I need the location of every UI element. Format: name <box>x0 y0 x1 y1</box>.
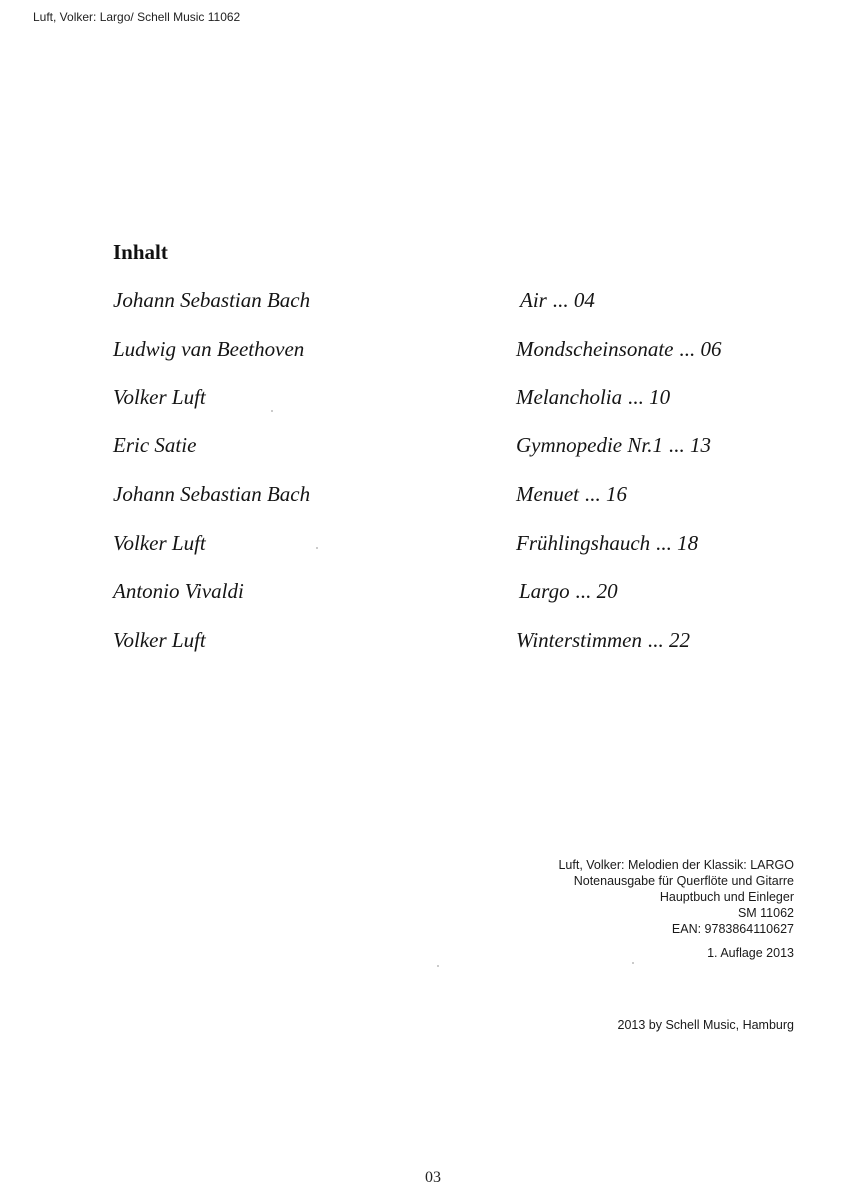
imprint-block <box>558 857 794 961</box>
scan-speck <box>632 962 634 964</box>
toc-composer: Johann Sebastian Bach <box>113 482 311 506</box>
toc-piece <box>516 385 670 410</box>
page-number: 03 <box>425 1169 441 1186</box>
toc-page-number: ... 18 <box>656 531 699 555</box>
toc-page-number: ... 04 <box>552 288 595 312</box>
toc-piece-title: Frühlingshauch <box>516 531 651 555</box>
imprint-contents: Hauptbuch und Einleger <box>659 890 794 904</box>
toc-piece-title: Winterstimmen <box>516 628 642 652</box>
toc-composer: Volker Luft <box>113 385 206 409</box>
imprint-catalog-number: SM 11062 <box>737 906 794 920</box>
toc-composer: Johann Sebastian Bach <box>113 288 311 312</box>
toc-piece <box>516 531 698 556</box>
toc-piece <box>519 579 618 604</box>
toc-entry <box>0 531 866 561</box>
toc-piece-title: Melancholia <box>516 385 623 409</box>
toc-page-number: ... 16 <box>584 482 627 506</box>
toc-entry <box>0 337 866 367</box>
toc-page-number: ... 06 <box>679 337 722 361</box>
imprint-edition: 1. Auflage 2013 <box>707 946 794 960</box>
page-header: Luft, Volker: Largo/ Schell Music 11062 <box>33 10 241 24</box>
toc-piece <box>516 337 721 362</box>
imprint-edition-type: Notenausgabe für Querflöte und Gitarre <box>573 874 794 888</box>
toc-piece-title: Menuet <box>516 482 579 506</box>
toc-page-number: ... 20 <box>575 579 618 603</box>
toc-composer: Antonio Vivaldi <box>113 579 244 603</box>
toc-piece-title: Air <box>520 288 547 312</box>
toc-piece-title: Gymnopedie Nr.1 <box>516 433 663 457</box>
toc-page-number: ... 13 <box>668 433 711 457</box>
toc-page-number: ... 22 <box>648 628 690 652</box>
toc-piece-title: Mondscheinsonate <box>516 337 674 361</box>
toc-piece <box>516 482 627 507</box>
toc-entry <box>0 288 866 318</box>
imprint-title: Luft, Volker: Melodien der Klassik: LARGO <box>558 858 794 872</box>
toc-composer: Volker Luft <box>113 531 206 555</box>
toc-entry <box>0 579 866 609</box>
toc-piece <box>516 628 690 653</box>
toc-composer: Eric Satie <box>113 433 197 457</box>
toc-entry <box>0 385 866 415</box>
scan-speck <box>316 547 318 549</box>
imprint-spacer <box>558 937 794 945</box>
toc-piece <box>516 433 711 458</box>
toc-entry <box>0 482 866 512</box>
imprint-ean: EAN: 9783864110627 <box>671 922 794 936</box>
copyright-notice: 2013 by Schell Music, Hamburg <box>617 1018 794 1032</box>
toc-entry <box>0 628 866 658</box>
toc-entry <box>0 433 866 463</box>
toc-page-number: ... 10 <box>628 385 671 409</box>
toc-composer: Ludwig van Beethoven <box>113 337 305 361</box>
toc-piece-title: Largo <box>519 579 570 603</box>
scan-speck <box>271 410 273 412</box>
scan-speck <box>437 965 439 967</box>
toc-heading: Inhalt <box>113 240 168 264</box>
toc-piece <box>520 288 595 313</box>
toc-composer: Volker Luft <box>113 628 206 652</box>
